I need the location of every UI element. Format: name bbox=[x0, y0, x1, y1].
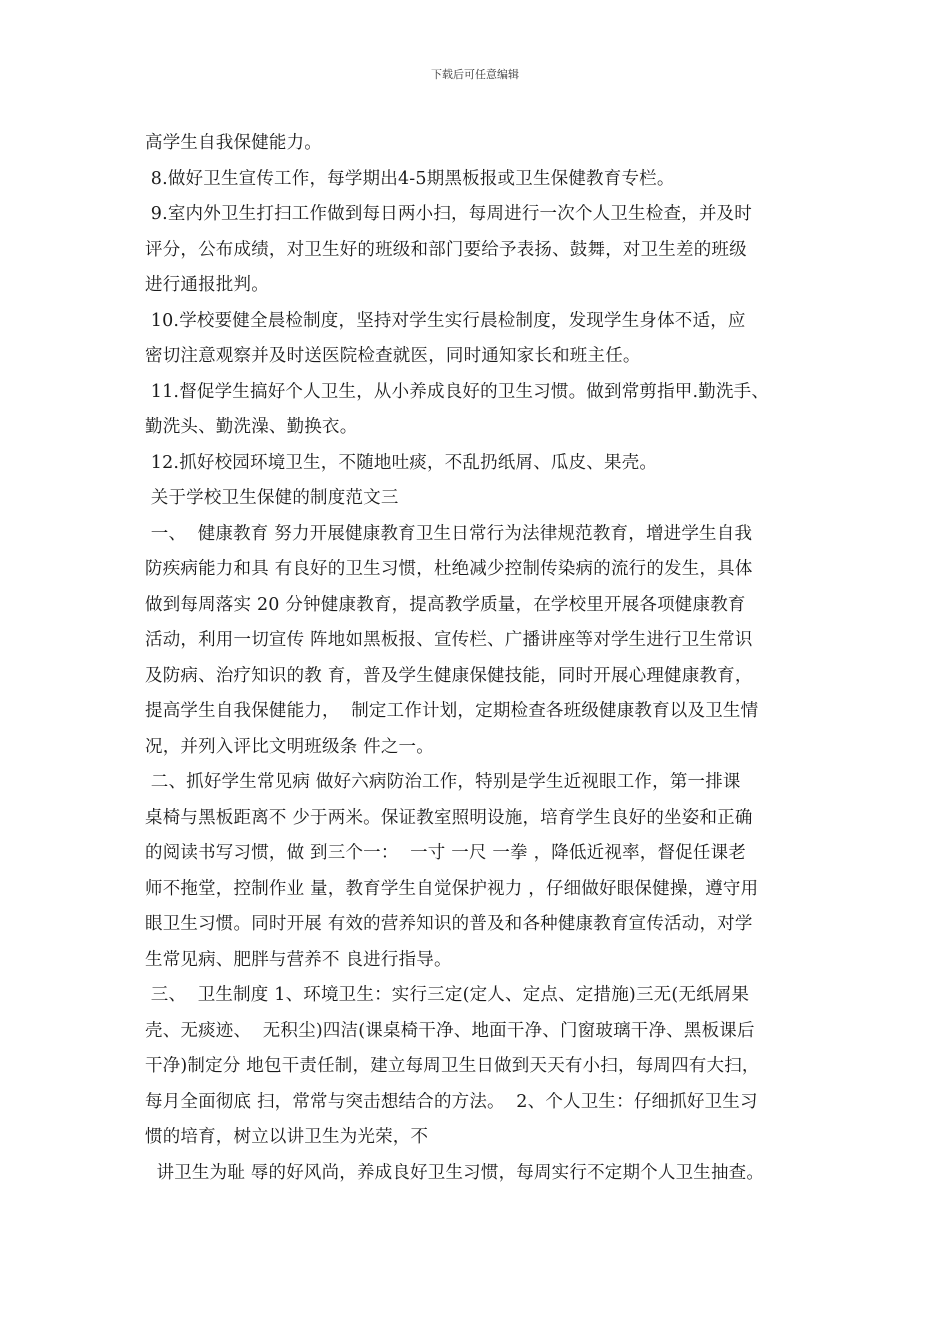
text-line: 桌椅与黑板距离不 少于两米。保证教室照明设施，培育学生良好的坐姿和正确 bbox=[145, 807, 753, 828]
text-line: 防疾病能力和具 有良好的卫生习惯，杜绝减少控制传染病的流行的发生，具体 bbox=[145, 559, 753, 579]
text-line: 壳、无痰迹、 无积尘)四洁(课桌椅干净、地面干净、门窗玻璃干净、黑板课后 bbox=[145, 1020, 755, 1041]
text-line: 及防病、治疗知识的教 育，普及学生健康保健技能，同时开展心理健康教育， bbox=[145, 665, 753, 686]
section-heading: 关于学校卫生保健的制度范文三 bbox=[145, 488, 399, 508]
text-line: 11.督促学生搞好个人卫生，从小养成良好的卫生习惯。做到常剪指甲.勤洗手、 bbox=[145, 381, 770, 402]
text-line: 提高学生自我保健能力， 制定工作计划，定期检查各班级健康教育以及卫生情 bbox=[145, 701, 759, 721]
text-line: 生常见病、肥胖与营养不 良进行指导。 bbox=[145, 949, 452, 970]
document-body bbox=[145, 126, 835, 1191]
text-line: 活动，利用一切宣传 阵地如黑板报、宣传栏、广播讲座等对学生进行卫生常识 bbox=[145, 630, 753, 650]
text-line: 一、 健康教育 努力开展健康教育卫生日常行为法律规范教育，增进学生自我 bbox=[145, 523, 753, 544]
text-line: 8.做好卫生宣传工作，每学期出4-5期黑板报或卫生保健教育专栏。 bbox=[145, 168, 675, 189]
text-line: 每月全面彻底 扫，常常与突击想结合的方法。 2、个人卫生：仔细抓好卫生习 bbox=[145, 1091, 758, 1112]
text-line: 三、 卫生制度 1、环境卫生：实行三定(定人、定点、定措施)三无(无纸屑果 bbox=[145, 985, 750, 1005]
text-line: 9.室内外卫生打扫工作做到每日两小扫，每周进行一次个人卫生检查，并及时 bbox=[145, 204, 752, 224]
text-line: 师不拖堂，控制作业 量，教育学生自觉保护视力 ，仔细做好眼保健操，遵守用 bbox=[145, 878, 759, 899]
page-header: 下载后可任意编辑 bbox=[431, 68, 519, 81]
text-line: 况，并列入评比文明班级条 件之一。 bbox=[145, 736, 434, 757]
text-line: 评分，公布成绩，对卫生好的班级和部门要给予表扬、鼓舞，对卫生差的班级 bbox=[145, 239, 747, 260]
text-line: 高学生自我保健能力。 bbox=[145, 133, 322, 153]
text-line: 干净)制定分 地包干责任制，建立每周卫生日做到天天有小扫，每周四有大扫， bbox=[145, 1056, 760, 1076]
text-line: 做到每周落实 20 分钟健康教育，提高教学质量，在学校里开展各项健康教育 bbox=[145, 594, 746, 615]
text-line: 的阅读书写习惯，做 到三个一： 一寸 一尺 一拳 ，降低近视率，督促任课老 bbox=[145, 843, 746, 863]
text-line: 讲卫生为耻 辱的好风尚，养成良好卫生习惯，每周实行不定期个人卫生抽查。 bbox=[145, 1162, 765, 1183]
text-line: 12.抓好校园环境卫生，不随地吐痰，不乱扔纸屑、瓜皮、果壳。 bbox=[145, 452, 658, 473]
text-line: 勤洗头、勤洗澡、勤换衣。 bbox=[145, 417, 358, 437]
text-line: 密切注意观察并及时送医院检查就医，同时通知家长和班主任。 bbox=[145, 346, 641, 366]
text-line: 惯的培育，树立以讲卫生为光荣，不 bbox=[145, 1127, 429, 1147]
text-line: 眼卫生习惯。同时开展 有效的营养知识的普及和各种健康教育宣传活动，对学 bbox=[145, 914, 753, 934]
text-line: 进行通报批判。 bbox=[145, 275, 269, 295]
text-line: 二、抓好学生常见病 做好六病防治工作，特别是学生近视眼工作，第一排课 bbox=[145, 772, 741, 792]
text-line: 10.学校要健全晨检制度，坚持对学生实行晨检制度，发现学生身体不适，应 bbox=[145, 310, 746, 331]
